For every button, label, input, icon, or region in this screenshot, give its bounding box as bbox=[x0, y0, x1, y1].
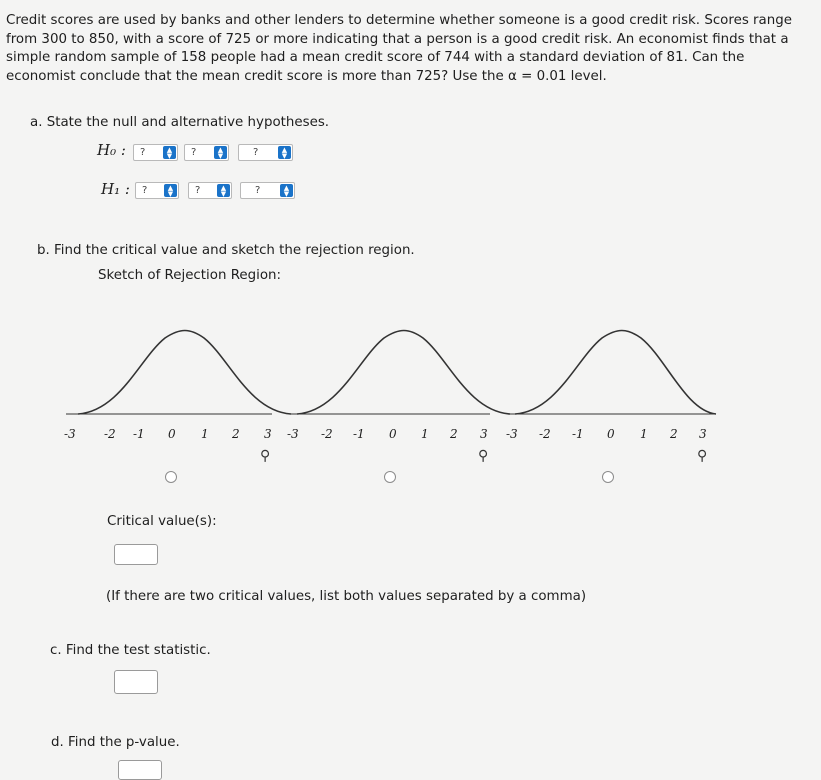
critical-value-note: (If there are two critical values, list both values separated by a comma) bbox=[106, 589, 587, 604]
tick-label: 3 bbox=[480, 427, 488, 441]
sketch-label: Sketch of Rejection Region: bbox=[98, 268, 282, 283]
tick-label: 1 bbox=[421, 427, 429, 441]
chevron-updown-icon: ▲ ▼ bbox=[280, 184, 293, 197]
h0-row bbox=[97, 141, 126, 159]
tick-label: -2 bbox=[321, 427, 333, 441]
zoom-icon[interactable]: ⚲ bbox=[260, 448, 271, 464]
tick-label: -1 bbox=[133, 427, 145, 441]
chevron-updown-icon: ▲ ▼ bbox=[278, 146, 291, 159]
critical-value-input[interactable] bbox=[114, 544, 158, 565]
curve-option-1[interactable] bbox=[66, 331, 291, 415]
h0-relation-select[interactable] bbox=[184, 144, 229, 161]
tick-label: -3 bbox=[287, 427, 299, 441]
h1-relation-select[interactable] bbox=[188, 182, 232, 199]
part-d-label: d. Find the p-value. bbox=[51, 735, 180, 750]
h0-value-select[interactable] bbox=[238, 144, 293, 161]
curve-option-3[interactable] bbox=[510, 331, 716, 415]
select-placeholder: ? bbox=[255, 185, 261, 196]
chevron-updown-icon: ▲ ▼ bbox=[163, 146, 176, 159]
chevron-updown-icon: ▲ ▼ bbox=[214, 146, 227, 159]
tick-label: 0 bbox=[389, 427, 397, 441]
zoom-icon[interactable]: ⚲ bbox=[697, 448, 708, 464]
critical-value-label: Critical value(s): bbox=[107, 514, 217, 529]
tick-label: 2 bbox=[450, 427, 458, 441]
select-placeholder: ? bbox=[253, 147, 259, 158]
problem-statement: Credit scores are used by banks and other lenders to determine whether someone is a good credit risk. Scores range from 300 to 850, with a score of 725 or more indicating that a person is a good credit risk. An economist finds that a simple random sample of 158 people had a mean credit score of 744 with a standard deviation of 81. Can the economist conclude that the mean credit score is more than 725? Use the α = 0.01 level. bbox=[6, 13, 792, 84]
select-placeholder: ? bbox=[191, 147, 197, 158]
tick-label: 0 bbox=[607, 427, 615, 441]
select-placeholder: ? bbox=[195, 185, 201, 196]
h1-value-select[interactable] bbox=[240, 182, 295, 199]
h1-row bbox=[101, 180, 130, 198]
chevron-updown-icon: ▲ ▼ bbox=[217, 184, 230, 197]
rejection-region-sketches bbox=[0, 318, 821, 428]
h0-parameter-select[interactable] bbox=[133, 144, 178, 161]
tick-label: -1 bbox=[353, 427, 365, 441]
tick-label: 1 bbox=[201, 427, 209, 441]
part-b-label: b. Find the critical value and sketch the rejection region. bbox=[37, 243, 415, 258]
tick-label: 3 bbox=[699, 427, 707, 441]
tick-label: 2 bbox=[232, 427, 240, 441]
sketch-radio-2[interactable] bbox=[384, 471, 396, 483]
tick-label: 1 bbox=[640, 427, 648, 441]
tick-label: 3 bbox=[264, 427, 272, 441]
part-c-label: c. Find the test statistic. bbox=[50, 643, 211, 658]
select-placeholder: ? bbox=[142, 185, 148, 196]
h1-label: H₁ : bbox=[101, 180, 130, 198]
zoom-icon[interactable]: ⚲ bbox=[478, 448, 489, 464]
tick-label: -3 bbox=[64, 427, 76, 441]
tick-label: -1 bbox=[572, 427, 584, 441]
tick-label: 0 bbox=[168, 427, 176, 441]
part-a-label: a. State the null and alternative hypotheses. bbox=[30, 115, 330, 130]
h1-parameter-select[interactable] bbox=[135, 182, 179, 199]
tick-label: -2 bbox=[104, 427, 116, 441]
tick-label: -3 bbox=[506, 427, 518, 441]
curve-option-2[interactable] bbox=[290, 331, 510, 415]
test-statistic-input[interactable] bbox=[114, 670, 158, 694]
sketch-radio-1[interactable] bbox=[165, 471, 177, 483]
tick-label: -2 bbox=[539, 427, 551, 441]
h0-label: H₀ : bbox=[97, 141, 126, 159]
sketch-radio-3[interactable] bbox=[602, 471, 614, 483]
chevron-updown-icon: ▲ ▼ bbox=[164, 184, 177, 197]
tick-label: 2 bbox=[670, 427, 678, 441]
select-placeholder: ? bbox=[140, 147, 146, 158]
p-value-input[interactable] bbox=[118, 760, 162, 780]
